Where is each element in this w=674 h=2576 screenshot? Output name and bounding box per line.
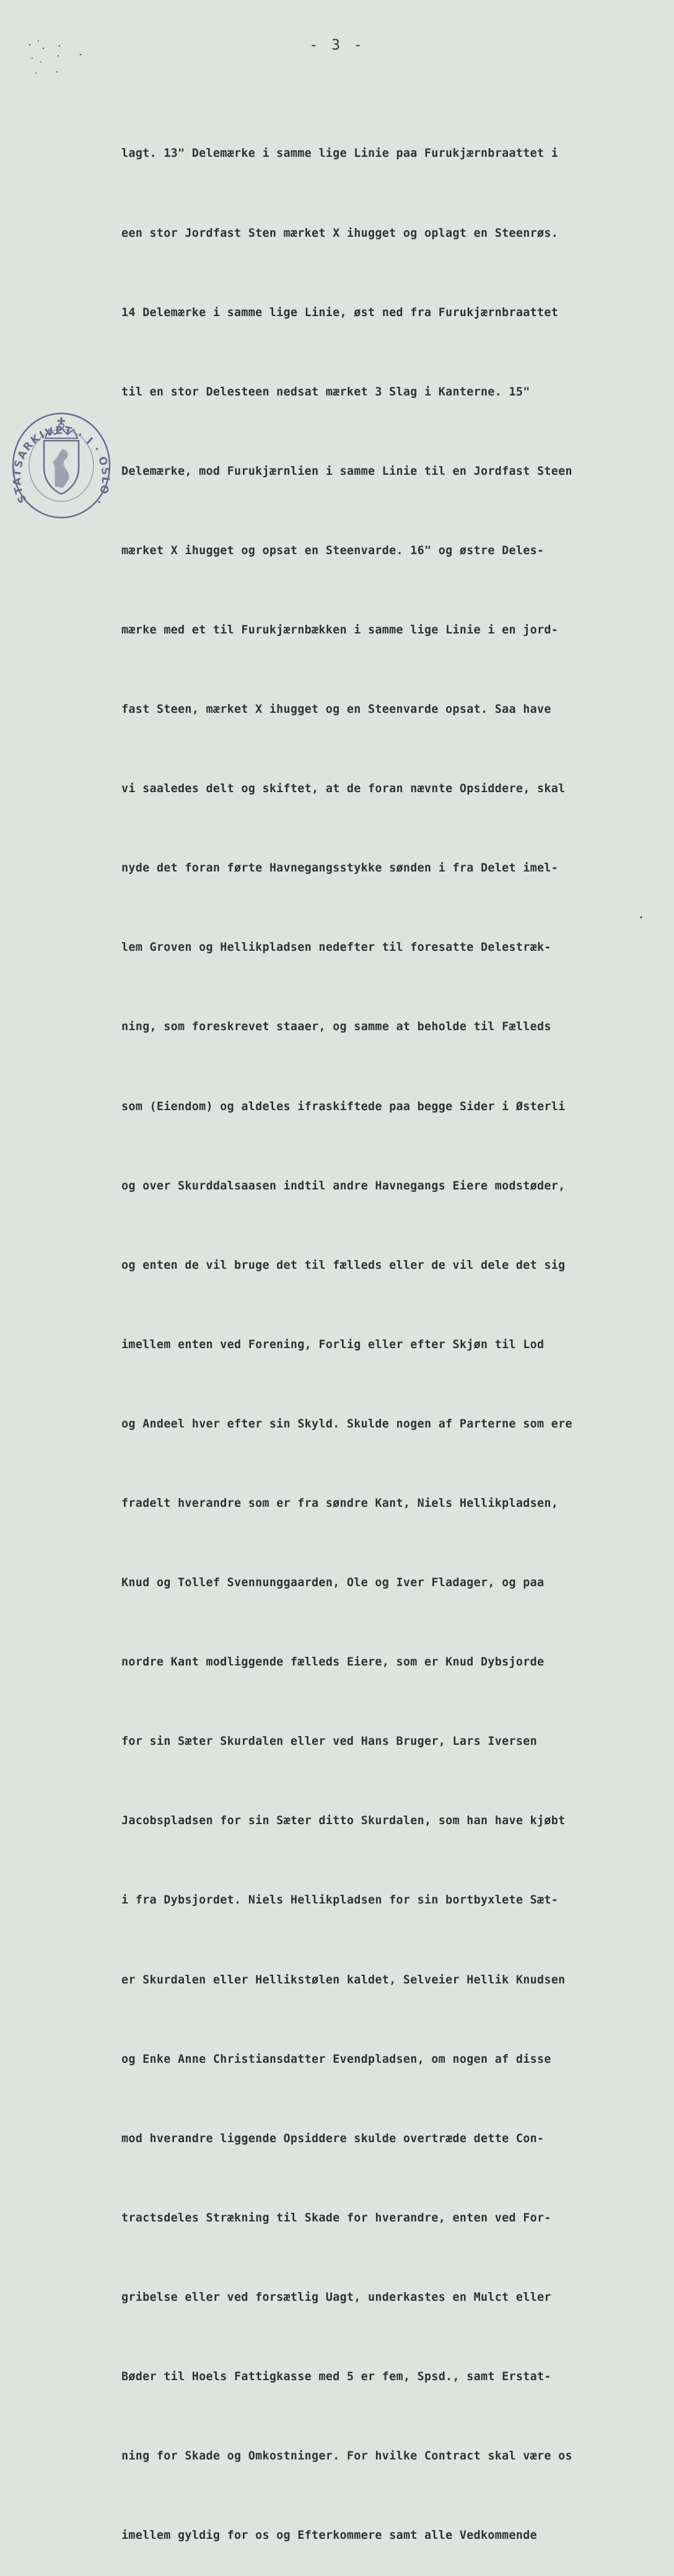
text-line: imellem gyldig for os og Efterkommere samt alle Vedkommende [121, 2529, 537, 2543]
text-line: som (Eiendom) og aldeles ifraskiftede paa begge Sider i Østerli [121, 1100, 566, 1113]
archive-stamp [11, 411, 112, 520]
text-line: mærket X ihugget og opsat en Steenvarde. 16" og østre Deles- [121, 544, 545, 557]
text-line: til en stor Delesteen nedsat mærket 3 Slag i Kanterne. 15" [121, 385, 530, 399]
text-line: Bøder til Hoels Fattigkasse med 5 er fem, Spsd., samt Erstat- [121, 2370, 551, 2384]
text-line: fradelt hverandre som er fra søndre Kant, Niels Hellikpladsen, [121, 1497, 559, 1510]
letter-body [121, 88, 648, 2576]
text-line: nyde det foran førte Havnegangsstykke sønden i fra Delet imel- [121, 862, 559, 875]
text-line: Jacobspladsen for sin Sæter ditto Skurdalen, som han have kjøbt [121, 1814, 566, 1828]
text-line: gribelse eller ved forsætlig Uagt, underkastes en Mulct eller [121, 2290, 551, 2304]
text-line: mod hverandre liggende Opsiddere skulde overtræde dette Con- [121, 2132, 545, 2145]
text-line: og enten de vil bruge det til fælleds eller de vil dele det sig [121, 1258, 566, 1272]
text-line: er Skurdalen eller Hellikstølen kaldet, Selveier Hellik Knudsen [121, 1973, 566, 1987]
page-number: - 3 - [309, 37, 365, 53]
text-line: imellem enten ved Forening, Forlig eller efter Skjøn til Lod [121, 1338, 545, 1351]
text-line: og over Skurddalsaasen indtil andre Havnegangs Eiere modstøder, [121, 1179, 566, 1193]
text-line: ning for Skade og Omkostninger. For hvilke Contract skal være os [121, 2450, 572, 2463]
text-line: og Enke Anne Christiansdatter Evendpladsen, om nogen af disse [121, 2052, 551, 2066]
text-line: og Andeel hver efter sin Skyld. Skulde nogen af Parterne som ere [121, 1417, 572, 1431]
text-line: mærke med et til Furukjærnbækken i samme lige Linie i en jord- [121, 623, 559, 637]
text-line: i fra Dybsjordet. Niels Hellikpladsen for sin bortbyxlete Sæt- [121, 1894, 559, 1907]
text-line: for sin Sæter Skurdalen eller ved Hans Bruger, Lars Iversen [121, 1735, 537, 1749]
text-line: tractsdeles Strækning til Skade for hverandre, enten ved For- [121, 2211, 551, 2225]
scan-speck [638, 911, 644, 923]
text-line: fast Steen, mærket X ihugget og en Steenvarde opsat. Saa have [121, 703, 551, 717]
text-line: een stor Jordfast Sten mærket X ihugget og oplagt en Steenrøs. [121, 226, 559, 240]
text-line: ning, som foreskrevet staaer, og samme at beholde til Fælleds [121, 1020, 551, 1034]
text-line: nordre Kant modliggende fælleds Eiere, som er Knud Dybsjorde [121, 1656, 545, 1669]
text-line: lagt. 13" Delemærke i samme lige Linie paa Furukjærnbraattet i [121, 147, 559, 161]
svg-text:STATSARKIVET · I · OSLO ·: STATSARKIVET · I · OSLO · [11, 424, 112, 508]
text-line: 14 Delemærke i samme lige Linie, øst ned fra Furukjærnbraattet [121, 306, 559, 319]
text-line: Delemærke, mod Furukjærnlien i samme Linie til en Jordfast Steen [121, 464, 572, 478]
text-line: lem Groven og Hellikpladsen nedefter til foresatte Delestræk- [121, 941, 551, 955]
text-line: Knud og Tollef Svennunggaarden, Ole og Iver Fladager, og paa [121, 1576, 545, 1590]
text-line: vi saaledes delt og skiftet, at de foran nævnte Opsiddere, skal [121, 782, 566, 796]
